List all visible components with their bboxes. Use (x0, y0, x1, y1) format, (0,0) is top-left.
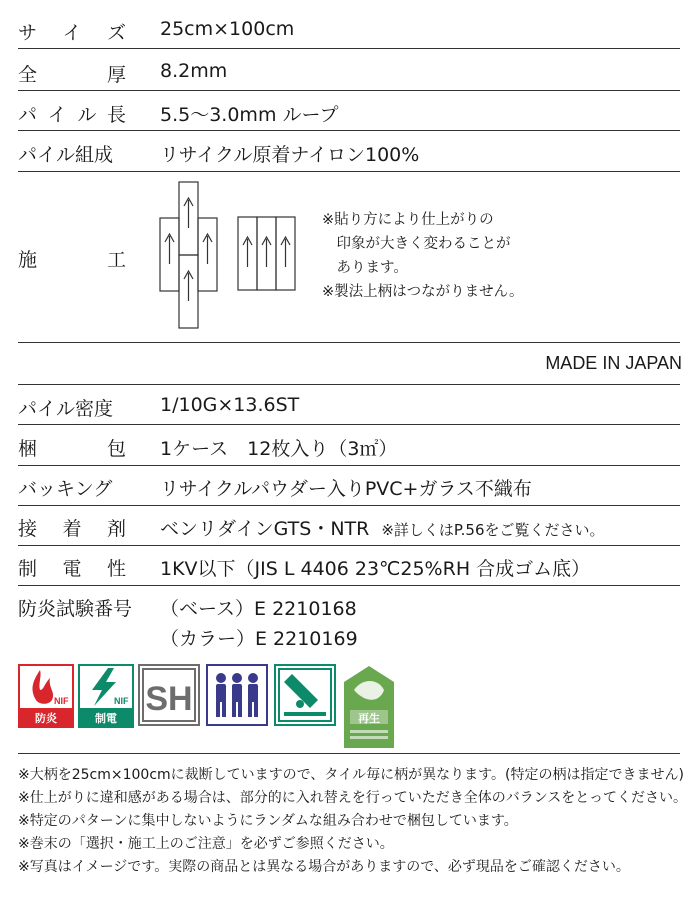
spec-value-pile-composition: リサイクル原着ナイロン100% (160, 144, 420, 166)
spec-value-packing: 1ケース 12枚入り（3㎡） (160, 438, 398, 460)
spec-value-backing: リサイクルパウダー入りPVC+ガラス不織布 (160, 478, 532, 500)
spec-label-fire-test: 防炎試験番号 (18, 598, 133, 620)
divider (18, 585, 680, 586)
footnote: ※写真はイメージです。実際の商品とは異なる場合がありますので、必ず現品をご確認ください。 (18, 859, 630, 875)
footnote: ※特定のパターンに集中しないようにランダムな組み合わせで梱包しています。 (18, 813, 518, 829)
spec-label-adhesive: 接 着 剤 (18, 518, 126, 540)
spec-value-pile-length: 5.5～3.0mm ループ (160, 104, 339, 126)
spec-value-fire-test-base: （ベース）E 2210168 (160, 598, 357, 620)
divider (18, 753, 680, 754)
spec-value-pile-density: 1/10G×13.6ST (160, 394, 300, 416)
spec-label-installation: 施 工 (18, 249, 126, 271)
installation-diagram-monolithic (158, 180, 220, 330)
divider (18, 90, 680, 91)
divider (18, 505, 680, 506)
fire-caption: 防炎 (35, 712, 57, 725)
fire-retardant-icon (18, 664, 74, 728)
footnote: ※仕上がりに違和感がある場合は、部分的に入れ替えを行っていただき全体のバランスをとってください。 (18, 790, 688, 806)
spec-label-pile-length: パ イ ル 長 (18, 104, 126, 126)
divider (18, 384, 680, 385)
installation-notes: ※貼り方により仕上がりの 印象が大きく変わることが あります。 ※製法上柄はつながりません。 (322, 212, 524, 300)
spec-value-fire-test-color: （カラー）E 2210169 (160, 628, 358, 650)
eco-mark-icon (342, 664, 396, 750)
spec-value-thickness: 8.2mm (160, 60, 228, 82)
sh-text: SH (145, 680, 193, 718)
sick-house-icon (138, 664, 200, 726)
spec-label-pile-density: パイル密度 (18, 398, 114, 420)
spec-label-size: サ イ ズ (18, 22, 126, 44)
spec-value-adhesive (160, 514, 605, 541)
spec-label-packing: 梱 包 (18, 438, 126, 460)
divider (18, 424, 680, 425)
divider (18, 171, 680, 172)
adhesive-name: ベンリダインGTS・NTR (160, 518, 370, 540)
fire-nif-mark: NIF (54, 696, 69, 706)
installation-diagram-quarter (236, 215, 298, 293)
static-caption: 制電 (95, 712, 117, 725)
made-in-label: MADE IN JAPAN (545, 353, 682, 373)
heavy-traffic-icon (206, 664, 268, 726)
spec-value-antistatic: 1KV以下（JIS L 4406 23℃25%RH 合成ゴム底） (160, 558, 591, 580)
antistatic-icon (78, 664, 134, 728)
adhesive-note: ※詳しくはP.56をご覧ください。 (381, 521, 605, 539)
stain-resistant-icon (274, 664, 336, 726)
spec-label-backing: バッキング (18, 478, 113, 500)
spec-value-size: 25cm×100cm (160, 18, 295, 40)
spec-label-pile-composition: パイル組成 (18, 144, 114, 166)
spec-label-thickness: 全 厚 (18, 64, 126, 86)
footnote: ※大柄を25cm×100cmに裁断していますので、タイル毎に柄が異なります。(特定の柄は指定できません) (18, 767, 684, 783)
divider (18, 342, 680, 343)
spec-label-antistatic: 制 電 性 (18, 558, 126, 580)
divider (18, 545, 680, 546)
footnote: ※巻末の「選択・施工上のご注意」を必ずご参照ください。 (18, 836, 394, 852)
divider (18, 130, 680, 131)
divider (18, 48, 680, 49)
static-nif-mark: NIF (114, 696, 129, 706)
eco-caption: 再生 (358, 712, 380, 725)
footnotes (18, 764, 687, 879)
divider (18, 465, 680, 466)
